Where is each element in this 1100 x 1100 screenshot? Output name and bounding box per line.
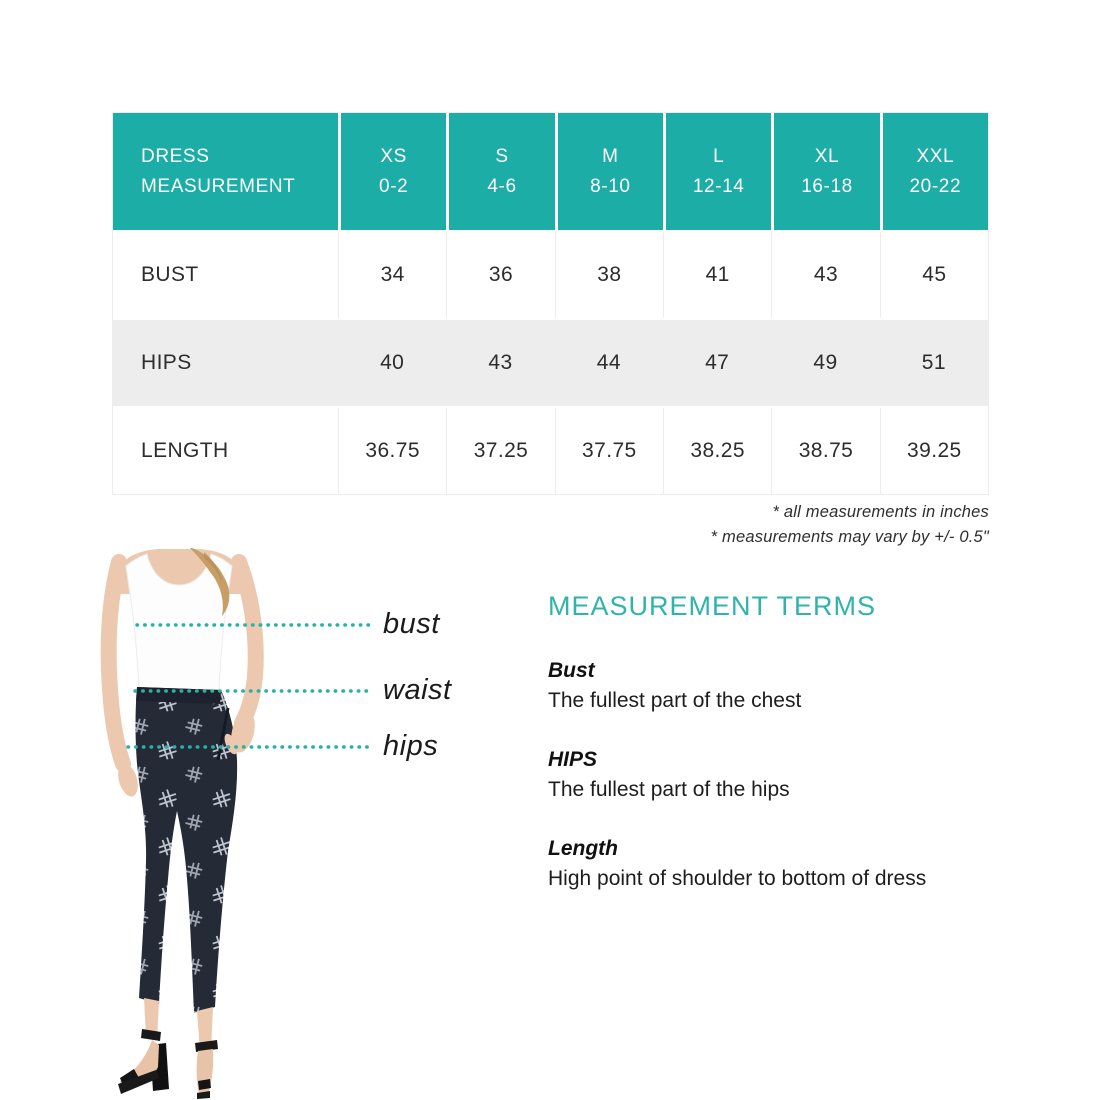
right-arm bbox=[239, 562, 256, 723]
size-range: 4-6 bbox=[487, 175, 517, 197]
table-row-bust bbox=[113, 230, 988, 318]
footnote-units: * all measurements in inches bbox=[772, 503, 989, 521]
size-name: S bbox=[495, 145, 509, 167]
term-definition: The fullest part of the hips bbox=[548, 778, 790, 801]
hips-value-xxl: 51 bbox=[921, 351, 946, 374]
size-range: 8-10 bbox=[590, 175, 631, 197]
bust-value-xs: 34 bbox=[338, 232, 446, 318]
hips-value-xs: 40 bbox=[380, 351, 405, 374]
size-name: L bbox=[713, 145, 725, 167]
waist-line-label: waist bbox=[383, 674, 452, 706]
left-arm bbox=[109, 562, 123, 764]
row-label-hips: HIPS bbox=[141, 351, 192, 374]
length-value-xl: 38.75 bbox=[771, 408, 879, 494]
size-range: 20-22 bbox=[909, 175, 962, 197]
size-range: 0-2 bbox=[379, 175, 409, 197]
row-label-length: LENGTH bbox=[141, 439, 229, 462]
hips-value-s: 43 bbox=[488, 351, 513, 374]
length-value-l: 38.25 bbox=[663, 408, 771, 494]
table-row-hips bbox=[113, 318, 988, 406]
hips-value-xl: 49 bbox=[813, 351, 838, 374]
size-name: M bbox=[602, 145, 619, 167]
table-row-length bbox=[113, 406, 988, 494]
waistband bbox=[136, 687, 221, 704]
footnotes bbox=[112, 500, 989, 550]
model-photo bbox=[100, 548, 380, 1100]
measurement-figure bbox=[100, 548, 380, 1100]
right-sandal bbox=[195, 1040, 218, 1099]
size-name: XL bbox=[814, 145, 840, 167]
size-chart-title-cell bbox=[113, 113, 338, 230]
hips-line-label: hips bbox=[383, 730, 439, 762]
size-column-header-xs bbox=[338, 113, 446, 230]
bust-value-s: 36 bbox=[446, 232, 554, 318]
term-definition: The fullest part of the chest bbox=[548, 689, 802, 712]
bust-value-xl: 43 bbox=[771, 232, 879, 318]
size-column-header-xl bbox=[771, 113, 879, 230]
size-range: 12-14 bbox=[692, 175, 745, 197]
size-chart-title: DRESS MEASUREMENT bbox=[141, 145, 296, 197]
size-chart-header-row bbox=[113, 113, 988, 230]
bust-value-m: 38 bbox=[555, 232, 663, 318]
terms-heading: MEASUREMENT TERMS bbox=[548, 591, 877, 621]
term-item-hips bbox=[548, 745, 1018, 805]
size-chart-table bbox=[112, 112, 989, 495]
term-name: HIPS bbox=[548, 748, 598, 771]
model-illustration bbox=[109, 548, 259, 1099]
measurement-terms-section bbox=[548, 591, 1018, 923]
term-item-length bbox=[548, 834, 1018, 894]
size-column-header-l bbox=[663, 113, 771, 230]
term-definition: High point of shoulder to bottom of dress bbox=[548, 867, 927, 890]
size-range: 16-18 bbox=[801, 175, 853, 197]
bust-value-xxl: 45 bbox=[880, 232, 988, 318]
size-column-header-s bbox=[446, 113, 554, 230]
size-column-header-m bbox=[555, 113, 663, 230]
hips-value-m: 44 bbox=[596, 351, 621, 374]
length-value-m: 37.75 bbox=[555, 408, 663, 494]
footnote-variance: * measurements may vary by +/- 0.5" bbox=[710, 528, 989, 546]
hips-value-l: 47 bbox=[705, 351, 730, 374]
bust-value-l: 41 bbox=[663, 232, 771, 318]
length-value-xxl: 39.25 bbox=[880, 408, 988, 494]
size-column-header-xxl bbox=[880, 113, 988, 230]
size-name: XXL bbox=[916, 145, 955, 167]
term-item-bust bbox=[548, 656, 1018, 716]
term-name: Bust bbox=[548, 659, 595, 682]
length-value-s: 37.25 bbox=[446, 408, 554, 494]
length-value-xs: 36.75 bbox=[338, 408, 446, 494]
term-name: Length bbox=[548, 837, 618, 860]
size-name: XS bbox=[380, 145, 407, 167]
left-sandal bbox=[118, 1029, 169, 1094]
row-label-bust: BUST bbox=[141, 263, 199, 286]
bust-line-label: bust bbox=[383, 608, 440, 640]
